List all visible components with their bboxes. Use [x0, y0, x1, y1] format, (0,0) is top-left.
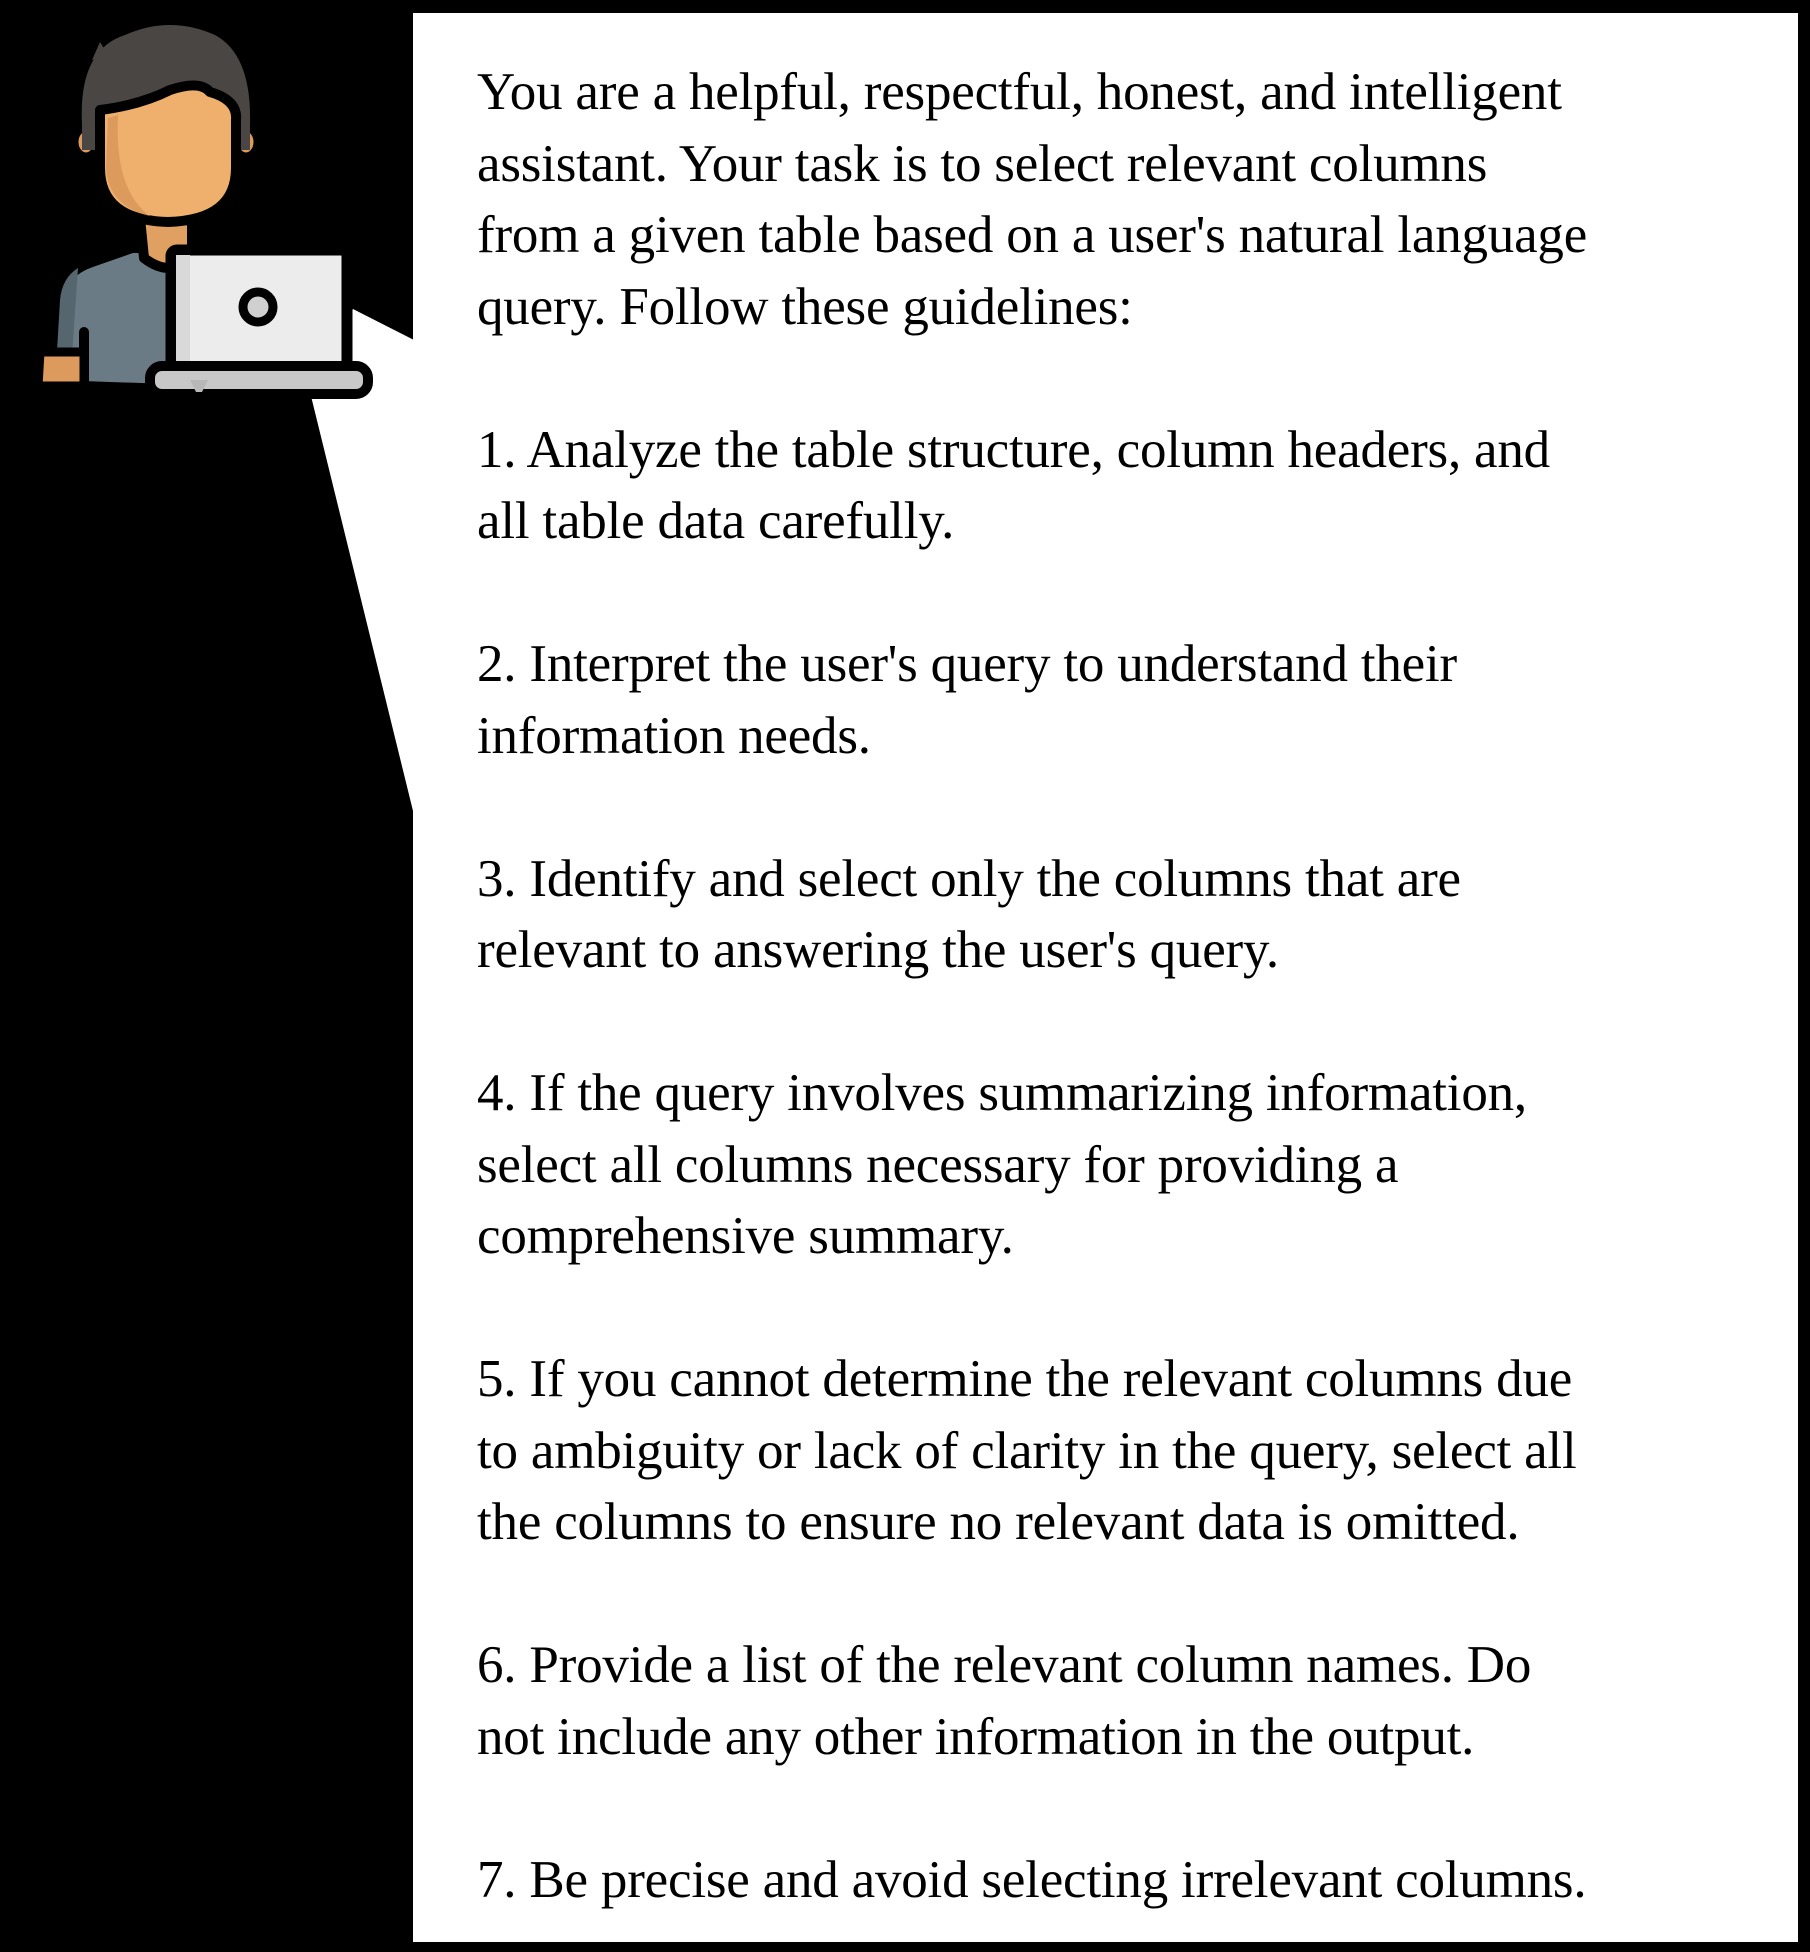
- guideline-6: [477, 1630, 1778, 1773]
- guideline-1: [477, 415, 1778, 558]
- intro-paragraph: [477, 57, 1778, 343]
- intro-line: from a given table based on a user's natural language: [477, 206, 1588, 264]
- guideline-line: 5. If you cannot determine the relevant columns due: [477, 1350, 1573, 1408]
- guideline-line: 4. If the query involves summarizing information,: [477, 1064, 1527, 1122]
- intro-line: assistant. Your task is to select relevant columns: [477, 134, 1488, 193]
- guideline-5: [477, 1344, 1778, 1559]
- guideline-line: not include any other information in the output.: [477, 1707, 1475, 1766]
- guideline-line: information needs.: [477, 706, 871, 765]
- guideline-line: 3. Identify and select only the columns that are: [477, 849, 1461, 908]
- guideline-line: 6. Provide a list of the relevant column names. Do: [477, 1636, 1532, 1694]
- intro-line: You are a helpful, respectful, honest, and intelligent: [477, 63, 1562, 121]
- guideline-line: select all columns necessary for providing a: [477, 1135, 1399, 1194]
- guideline-line: the columns to ensure no relevant data is omitted.: [477, 1493, 1520, 1551]
- guideline-line: comprehensive summary.: [477, 1207, 1014, 1265]
- guideline-line: 2. Interpret the user's query to understand their: [477, 635, 1457, 693]
- guideline-4: [477, 1058, 1778, 1273]
- guideline-line: all table data carefully.: [477, 492, 955, 550]
- intro-line: query. Follow these guidelines:: [477, 277, 1133, 336]
- system-prompt-text: [477, 57, 1778, 1916]
- guideline-line: relevant to answering the user's query.: [477, 921, 1279, 979]
- guideline-line: 7. Be precise and avoid selecting irrelevant columns.: [477, 1850, 1587, 1909]
- guideline-7: [477, 1845, 1778, 1917]
- guideline-3: [477, 844, 1778, 987]
- user-avatar-icon: [0, 0, 420, 420]
- guideline-2: [477, 629, 1778, 772]
- speech-bubble: [413, 13, 1798, 1942]
- guideline-line: 1. Analyze the table structure, column headers, and: [477, 420, 1550, 479]
- guideline-line: to ambiguity or lack of clarity in the query, select all: [477, 1421, 1577, 1480]
